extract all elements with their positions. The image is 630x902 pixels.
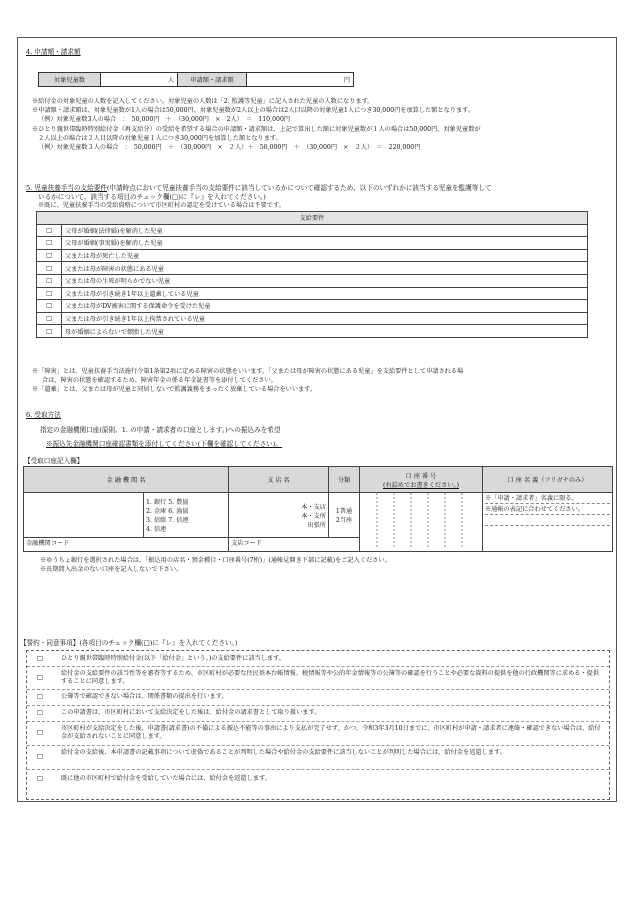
checkbox[interactable]: □ — [37, 655, 43, 662]
requirements-table — [36, 211, 588, 338]
branch-name-header: 支 店 名 — [229, 467, 329, 493]
checkbox[interactable]: □ — [37, 775, 43, 782]
form-page — [17, 37, 617, 802]
account-number-header: 口 座 番 号 (右詰めでお書きください。) — [360, 467, 483, 493]
consent-title: 【誓約・同意事項】(各項目のチェック欄(□)に『レ』を入れてください。) — [20, 639, 238, 647]
table-row: □ 父または母がDV被害に関する保護命令を受けた児童 — [37, 300, 588, 313]
section6-line-2: ※振込先金融機関口座確認書類を添付してください(下欄を確認してください)。 — [46, 440, 282, 448]
account-number-input[interactable] — [360, 493, 483, 552]
section4-note-3: （例）対象児童数3人の場合 ： 50,000円 ＋ （30,000円 × 2人） ＝ 110,000円 — [38, 116, 291, 123]
section6-note-2: ※長期間入出金のない口座を記入しないで下さい。 — [40, 566, 183, 573]
checkbox[interactable]: □ — [37, 274, 62, 287]
table-row: □ 父または母が引き続き1年以上遺棄している児童 — [37, 287, 588, 300]
bank-type-options[interactable]: 1. 銀行 5. 農協 2. 金庫 6. 漁協 3. 信組 7. 信連 4. 信連 — [144, 493, 229, 538]
checkbox[interactable]: □ — [37, 325, 62, 338]
account-table — [23, 466, 613, 552]
table-row: □ 父または母の生死が明らかでない児童 — [37, 274, 588, 287]
checkbox[interactable]: □ — [37, 709, 43, 716]
account-holder-header: 口 座 名 義（フリガナのみ） — [483, 467, 613, 493]
account-holder-input[interactable]: ※「申請・請求者」名義に限る。 ※通帳の表記に合わせてください。 — [483, 493, 613, 552]
checkbox[interactable]: □ — [37, 674, 43, 681]
table-row: □ 父または母が障害の状態にある児童 — [37, 262, 588, 275]
requirements-header: 支給要件 — [37, 212, 588, 225]
table-row: □ 父母が婚姻(事実婚)を解消した児童 — [37, 237, 588, 250]
table-row: □ 母が婚姻によらないで懐胎した児童 — [37, 325, 588, 338]
section5-note-2: 合は、障害の状態を確認するため、障害年金の係る年金証書等を添付してください。 — [42, 377, 277, 384]
checkbox[interactable]: □ — [37, 249, 62, 262]
checkbox[interactable]: □ — [37, 237, 62, 250]
section6-line-1: 指定の金融機関口座(原則、1. の申請・請求者の口座とします。)への振込みを希望 — [40, 426, 281, 434]
checkbox[interactable]: □ — [37, 693, 43, 700]
table-row: □ 父または母が死亡した児童 — [37, 249, 588, 262]
section4-note-6: （例）対象児童数３人の場合 ： 50,000円 ＋ （30,000円 × ２人）＋ 50,000円 ＋ （30,000円 × ２人） ＝ 220,000円 — [38, 144, 421, 151]
account-type-header: 分類 — [329, 467, 360, 493]
account-type-options[interactable]: 1普通 2当座 — [329, 493, 360, 538]
checkbox[interactable]: □ — [37, 300, 62, 313]
table-row: □ 父または母が引き続き1年以上拘禁されている児童 — [37, 312, 588, 325]
section4-title: 4. 申請額・請求額 — [26, 48, 81, 56]
children-count-label: 対象児童数 — [39, 73, 101, 87]
section6-note-1: ※ゆうちょ銀行を選択された場合は、「振込用の店名・預金種目・口座番号(7桁)」(通帳見開き下部に記載)をご記入ください。 — [40, 557, 391, 564]
table-row: □ 父母が婚姻(法律婚)を解消した児童 — [37, 224, 588, 237]
checkbox[interactable]: □ — [37, 287, 62, 300]
consent-box: □ ひとり親世帯臨時特別給付金(以下「給付金」という。)の支給要件に該当します。 □ 給付金の支給要件の該当性等を審査等するため、市区町村が必要な住民基本台帳情報、税情報等や公的年金情報等の公簿等の確認を行うことや必要な資料の提供を他の行政機関等に求める・提供することに同意します。 □ 公簿等で確認できない場合は、関係書類の提出を行います。 □ この申請書は、市区町村において支給決定をした後は、給付金の請求書として取り扱います。 □ 市区町村が支給決定をした後、申請書(請求書)の不備による振込不能等の事由により支払が完了せず、かつ、令和3年3月10日までに、市区町村が申請・請求者に連絡・確認できない場合は、給付金が支給されないことに同意します。 □ 給付金の支給後、本申請書の記載事項について虚偽であることが判明した場合や給付金の支給要件に該当しないことが判明した場合には、給付金を返還します。 □ 既に他の市区町村で給付金を受給していた場合には、給付金を返還します。 — [26, 650, 610, 800]
account-section-title: 【受取口座記入欄】 — [24, 457, 84, 465]
section5-note-3: ※「遺棄」とは、父または母が児童と同居しないで監護義務をまったく放棄している場合をいいます。 — [32, 386, 317, 393]
section4-note-2: ※申請額・請求額は、対象児童数が1人の場合は50,000円、対象児童数が2人以上の場合は2人目以降の対象児童1人につき30,000円を加算した額となります。 — [32, 107, 475, 114]
section5-intro-2: いるかについて、該当する項目のチェック欄(□)に『レ』を入れてください。) — [38, 193, 266, 201]
section5-note-1: ※「障害」とは、児童扶養手当法施行令第1条第2項に定める障害の状態をいいます。「父または母が障害の状態にある児童」を支給要件として申請される場 — [32, 368, 464, 375]
section4-note-4: ※ひとり親世帯臨時特別給付金（再支給分）の受給を希望する場合の申請額・請求額は、上記で算出した額に対象児童数が１人の場合は50,000円、対象児童数が — [32, 126, 481, 133]
section4-note-5: ２人以上の場合は２人目以降の対象児童１人につき30,000円を加算した額となります。 — [38, 135, 282, 142]
bank-name-header: 金 融 機 関 名 — [24, 467, 229, 493]
checkbox[interactable]: □ — [37, 262, 62, 275]
children-count-field[interactable]: 人 — [101, 73, 178, 87]
account-number-boxes — [360, 493, 478, 549]
checkbox[interactable]: □ — [37, 224, 62, 237]
branch-name-input[interactable]: 本・支店 本・支所 出張所 — [229, 493, 329, 538]
checkbox[interactable]: □ — [37, 312, 62, 325]
section6-title: 6. 受取方法 — [26, 411, 61, 419]
branch-code-field[interactable]: 支店コード — [229, 538, 360, 552]
checkbox[interactable]: □ — [37, 753, 43, 760]
section5-intro-3: ※既に、児童扶養手当の受給資格について市区町村の認定を受けている場合は不要です。 — [38, 202, 285, 209]
bank-code-field[interactable]: 金融機関コード — [24, 538, 229, 552]
section5-header: 5. 児童扶養手当の支給要件(申請時点において児童扶養手当の支給要件に該当しているかについて確認するため、以下のいずれかに該当する児童を監護等して — [26, 184, 492, 192]
bank-name-input[interactable] — [24, 493, 144, 538]
amount-field[interactable]: 円 — [247, 73, 354, 87]
amount-table — [38, 72, 354, 87]
amount-label: 申請額・請求額 — [178, 73, 247, 87]
checkbox[interactable]: □ — [37, 729, 43, 736]
section4-note-1: ※給付金の対象児童の人数を記入してください。対象児童の人数は「2. 監護等児童」に記入された児童の人数になります。 — [32, 98, 374, 105]
